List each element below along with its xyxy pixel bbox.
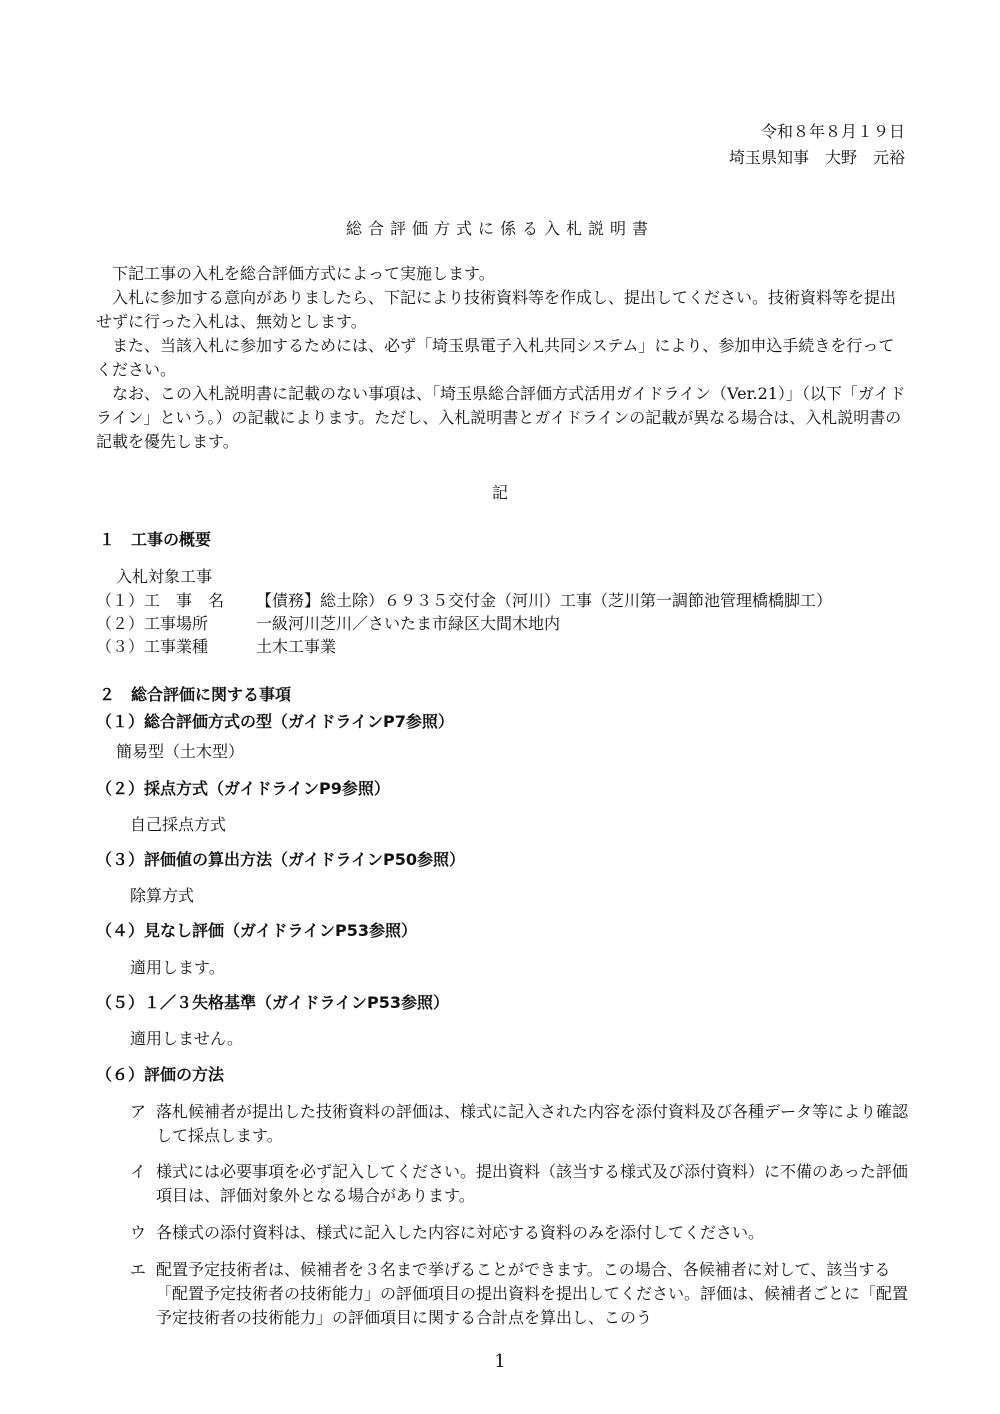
subsection-body: 自己採点方式 — [130, 815, 227, 834]
intro-paragraph: なお、この入札説明書に記載のない事項は、「埼玉県総合評価方式活用ガイドライン（Ver.21）」（以下「ガイドライン」という。）の記載によります。ただし、入札説明書とガイドラインの記載が異なる場合は、入札説明書の記載を優先します。 — [96, 384, 906, 451]
evaluation-item — [130, 1160, 910, 1208]
subsection-body: 適用しません。 — [130, 1029, 243, 1048]
item-text: 落札候補者が提出した技術資料の評価は、様式に記入された内容を添付資料及び各種データ等により確認して採点します。 — [156, 1102, 909, 1145]
subsection-heading: （５）１／３失格基準（ガイドラインP53参照） — [96, 993, 450, 1012]
intro-paragraph: 下記工事の入札を総合評価方式によって実施します。 — [112, 264, 495, 283]
item-text: 様式には必要事項を必ず記入してください。提出資料（該当する様式及び添付資料）に不備のあった評価項目は、評価対象外となる場合があります。 — [156, 1162, 908, 1205]
subsection-heading: （４）見なし評価（ガイドラインP53参照） — [96, 921, 418, 940]
subsection-heading: （１）総合評価方式の型（ガイドラインP7参照） — [96, 712, 454, 731]
project-row-location — [96, 612, 560, 636]
project-row-name — [96, 589, 832, 613]
evaluation-item — [130, 1100, 910, 1148]
document-title: 総合評価方式に係る入札説明書 — [345, 219, 654, 238]
row-value: 一級河川芝川／さいたま市緑区大間木地内 — [256, 614, 561, 633]
issuer-name: 埼玉県知事 大野 元裕 — [728, 148, 905, 167]
subsection-body: 除算方式 — [130, 886, 195, 905]
evaluation-item — [130, 1221, 910, 1245]
section-2-heading: ２ 総合評価に関する事項 — [99, 685, 292, 704]
item-label: ア — [130, 1102, 147, 1121]
subsection-heading: （２）採点方式（ガイドラインP9参照） — [96, 779, 390, 798]
issue-date: 令和８年８月１９日 — [760, 122, 905, 141]
section-1-heading: １ 工事の概要 — [99, 530, 212, 549]
ki-marker: 記 — [491, 483, 508, 502]
project-row-type — [96, 635, 336, 659]
intro-paragraph: また、当該入札に参加するためには、必ず「埼玉県電子入札共同システム」により、参加申込手続きを行ってください。 — [96, 336, 895, 379]
row-label: （３）工事業種 — [96, 637, 209, 656]
subsection-heading: （３）評価値の算出方法（ガイドラインP50参照） — [96, 850, 466, 869]
item-label: ウ — [130, 1223, 147, 1242]
row-label: （１）工 事 名 — [96, 591, 225, 610]
row-value: 【債務】総土除）６９３５交付金（河川）工事（芝川第一調節池管理橋橋脚工） — [256, 591, 833, 610]
item-label: イ — [130, 1162, 147, 1181]
evaluation-item — [130, 1258, 910, 1330]
item-text: 配置予定技術者は、候補者を３名まで挙げることができます。この場合、各候補者に対して、該当する「配置予定技術者の技術能力」の評価項目の提出資料を提出してください。評価は、候補者ごとに「配置予定技術者の技術能力」の評価項目に関する合計点を算出し、このう — [156, 1260, 909, 1327]
intro-paragraph: 入札に参加する意向がありましたら、下記により技術資料等を作成し、提出してください。技術資料等を提出せずに行った入札は、無効とします。 — [96, 288, 897, 331]
item-text: 各様式の添付資料は、様式に記入した内容に対応する資料のみを添付してください。 — [156, 1223, 765, 1242]
subsection-body: 適用します。 — [130, 958, 225, 977]
intro-paragraphs — [96, 262, 908, 454]
item-label: エ — [130, 1260, 147, 1279]
subsection-body: 簡易型（土木型） — [116, 742, 245, 761]
section-1-subheading: 入札対象工事 — [116, 567, 213, 586]
row-value: 土木工事業 — [256, 637, 337, 656]
row-label: （２）工事場所 — [96, 614, 209, 633]
page-number: 1 — [494, 1351, 506, 1372]
subsection-heading: （６）評価の方法 — [96, 1065, 225, 1084]
